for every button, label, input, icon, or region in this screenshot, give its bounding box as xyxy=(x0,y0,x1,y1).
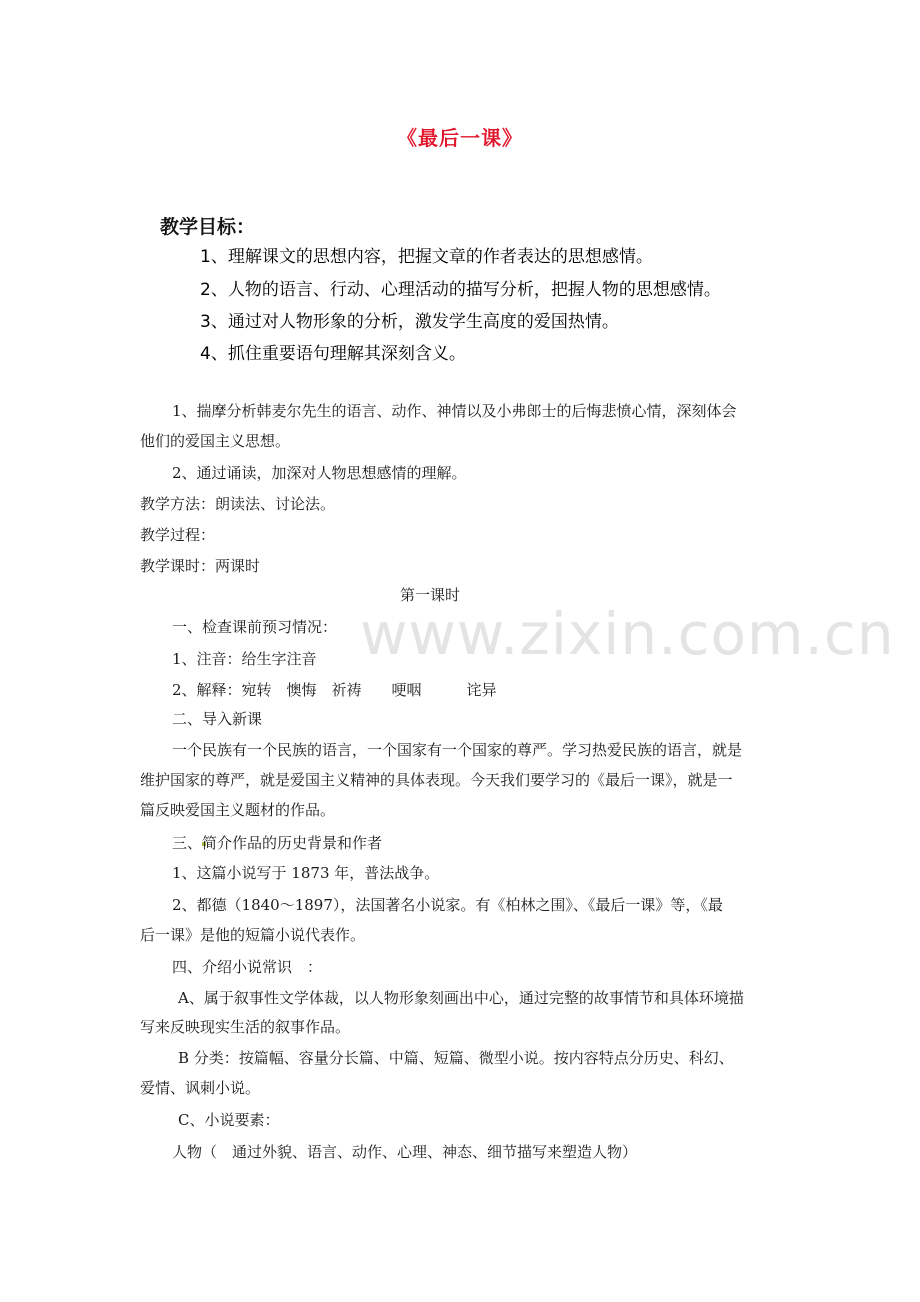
teaching-method: 教学方法：朗读法、讨论法。 xyxy=(140,495,336,513)
focus-item-2: 2、通过诵读，加深对人物思想感情的理解。 xyxy=(172,464,467,482)
section-4-heading: 四、介绍小说常识 ： xyxy=(172,958,323,976)
objective-item: 1、理解课文的思想内容，把握文章的作者表达的思想感情。 xyxy=(200,247,653,267)
objective-item: 4、抓住重要语句理解其深刻含义。 xyxy=(200,344,466,364)
novel-class-line-1: B 分类：按篇幅、容量分长篇、中篇、短篇、微型小说。按内容特点分历史、科幻、 xyxy=(178,1049,734,1067)
objectives-heading: 教学目标： xyxy=(160,216,256,238)
jieshi-line: 2、解释：宛转 懊悔 祈祷 哽咽 诧异 xyxy=(172,681,497,699)
intro-paragraph-line-2: 维护国家的尊严，就是爱国主义精神的具体表现。今天我们要学习的《最后一课》，就是一 xyxy=(140,771,733,789)
teaching-process: 教学过程： xyxy=(140,526,216,544)
section-3-heading: 三、简介作品的历史背景和作者 xyxy=(172,834,383,852)
teaching-hours: 教学课时：两课时 xyxy=(140,557,261,575)
section-1-heading: 一、检查课前预习情况： xyxy=(172,618,338,636)
page-title: 《最后一课》 xyxy=(397,126,523,150)
section-2-heading: 二、导入新课 xyxy=(172,710,263,728)
novel-def-line-2: 写来反映现实生活的叙事作品。 xyxy=(140,1018,351,1036)
lesson-title: 第一课时 xyxy=(399,586,460,604)
zhuyin-line: 1、注音：给生字注音 xyxy=(172,650,317,668)
intro-paragraph-line-1: 一个民族有一个民族的语言，一个国家有一个国家的尊严。学习热爱民族的语言，就是 xyxy=(172,741,743,759)
novel-elements-characters: 人物（ 通过外貌、语言、动作、心理、神态、细节描写来塑造人物） xyxy=(172,1143,638,1161)
focus-item-1-line-2: 他们的爱国主义思想。 xyxy=(140,432,291,450)
objective-item: 2、人物的语言、行动、心理活动的描写分析，把握人物的思想感情。 xyxy=(200,280,721,300)
focus-item-1-line-1: 1、揣摩分析韩麦尔先生的语言、动作、神情以及小弗郎士的后悔悲愤心情，深刻体会 xyxy=(172,402,737,420)
background-item-2-line-1: 2、都德（1840～1897），法国著名小说家。有《柏林之围》、《最后一课》等，《最 xyxy=(172,896,723,914)
background-item-1: 1、这篇小说写于 1873 年，普法战争。 xyxy=(172,864,440,882)
novel-elements-heading: C、小说要素： xyxy=(178,1111,280,1129)
background-item-2-line-2: 后一课》是他的短篇小说代表作。 xyxy=(140,926,366,944)
novel-def-line-1: A、属于叙事性文学体裁，以人物形象刻画出中心，通过完整的故事情节和具体环境描 xyxy=(178,989,744,1007)
objective-item: 3、通过对人物形象的分析，激发学生高度的爱国热情。 xyxy=(200,312,619,332)
novel-class-line-2: 爱情、讽刺小说。 xyxy=(140,1079,261,1097)
intro-paragraph-line-3: 篇反映爱国主义题材的作品。 xyxy=(140,801,336,819)
watermark: www.zixin.com.cn xyxy=(360,600,895,668)
